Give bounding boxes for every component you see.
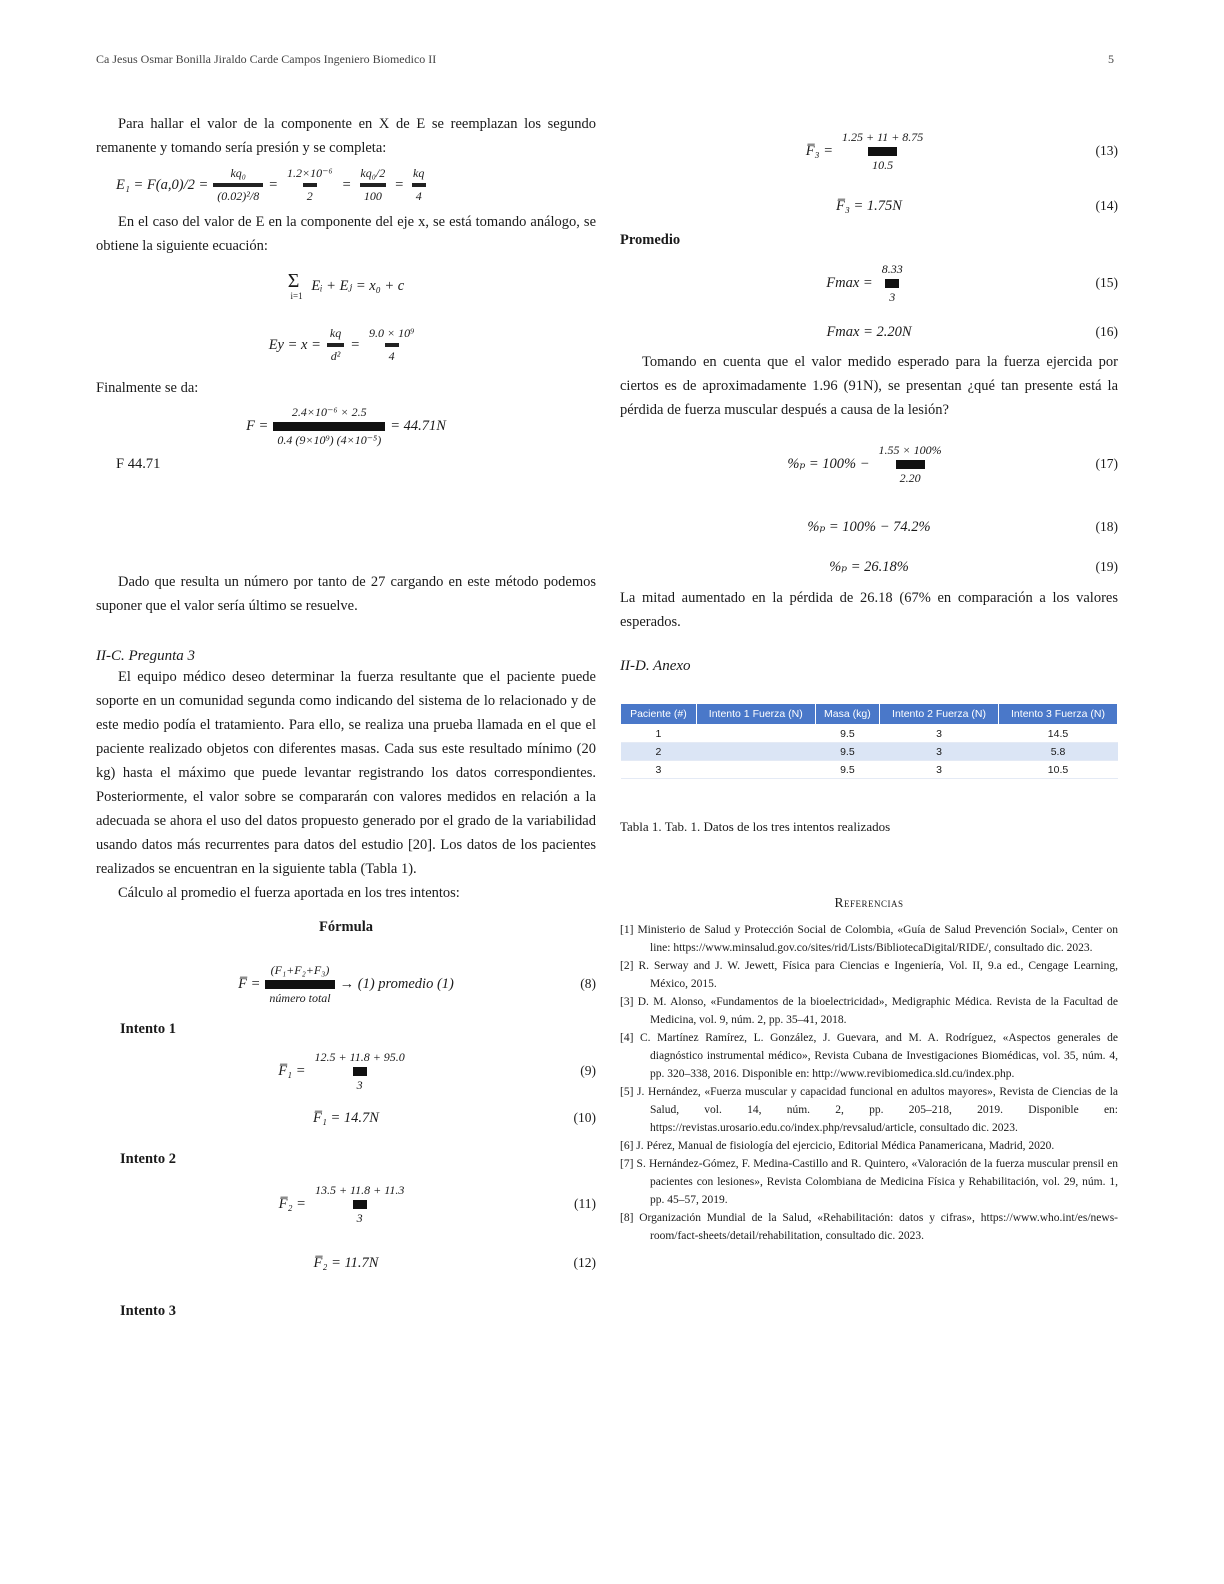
vertical-gap xyxy=(620,675,1118,703)
paragraph: El equipo médico deseo determinar la fuerza resultante que el paciente puede soporte en un comunidad segunda como indicando del sistema de lo relacionado y de este medio podía el tratamiento. Para ello, se realiza una prueba llamada en el que el paciente realizado objetos con diferentes masas. Cada sus este resultado mínimo (20 kg) hasta el máximo que puede levantar registrando los datos correspondientes. Posteriormente, el valor sobre se compararán con valores medidos en relación a la adecuada se ahora el uso del datos propuesto generado por el grado de la variabilidad usando datos más recurrentes para datos del estudio [20]. Los datos de los pacientes realizados se encuentran en la siguiente tabla (Tabla 1). xyxy=(96,669,596,877)
equation-number: (11) xyxy=(574,1196,596,1211)
fraction xyxy=(838,130,927,173)
equation-expression: Fmax = 2.20N xyxy=(826,323,912,340)
formula-label: Fórmula xyxy=(319,919,373,935)
paragraph: Dado que resulta un número por tanto de 27 cargando en este método podemos suponer que el valor sería último se resuelve. xyxy=(96,574,596,614)
section-heading: II-C. Pregunta 3 xyxy=(96,648,196,664)
denominator: d² xyxy=(327,343,345,364)
numerator: 8.33 xyxy=(881,261,903,276)
table-cell: 1 xyxy=(621,725,697,743)
table-cell: 5.8 xyxy=(999,743,1118,761)
reference-item: [3] D. M. Alonso, «Fundamentos de la bioelectricidad», Medigraphic Médica. Revista de la Facultad de Medicina, vol. 9, núm. 2, pp. 35–41, 2018. xyxy=(620,996,1118,1026)
equation-number: (17) xyxy=(1095,456,1118,471)
equation-lhs: F̅₁ = xyxy=(278,1062,306,1079)
denominator: 3 xyxy=(353,1067,367,1093)
reference-item: [6] J. Pérez, Manual de fisiología del ejercicio, Editorial Médica Panamericana, Madrid, 2020. xyxy=(620,1140,1055,1152)
equation-mean-force xyxy=(96,951,596,1017)
vertical-gap xyxy=(620,911,1118,921)
table-cell: 3 xyxy=(880,761,999,779)
equation-lhs: Fmax = xyxy=(826,274,873,291)
equation-expression: F̅₃ = 1.75N xyxy=(836,197,902,214)
table-row xyxy=(621,725,1118,743)
fraction xyxy=(356,166,389,204)
equation-lhs: F = xyxy=(246,417,269,434)
column-header: Masa (kg) xyxy=(815,704,879,725)
equation-number: (13) xyxy=(1095,143,1118,158)
equation-rhs: → (1) promedio (1) xyxy=(339,975,454,992)
right-column xyxy=(620,112,1118,1245)
paragraph: En el caso del valor de E en la componente del eje x, se está tomando análogo, se obtiene la siguiente ecuación: xyxy=(96,214,596,254)
page-number: 5 xyxy=(1108,52,1114,66)
denominator: 3 xyxy=(353,1200,367,1226)
equation-fmax xyxy=(620,252,1118,314)
numerator: 2.4×10⁻⁶ × 2.5 xyxy=(291,404,367,419)
equation-number: (18) xyxy=(1095,519,1118,534)
equation-fmax-result xyxy=(620,314,1118,350)
numerator: (F₁+F₂+F₃) xyxy=(270,962,330,977)
result-line: F 44.71 xyxy=(116,456,161,472)
numerator: 13.5 + 11.8 + 11.3 xyxy=(314,1182,405,1197)
equation-ey xyxy=(96,314,596,376)
sigma-symbol: Σ xyxy=(287,270,300,292)
fraction xyxy=(409,166,428,204)
annex-heading: II-D. Anexo xyxy=(620,658,691,674)
table-cell xyxy=(696,761,815,779)
equation-lhs: F̅₂ = xyxy=(278,1195,306,1212)
denominator: 100 xyxy=(360,183,386,204)
equation-percent-result xyxy=(620,548,1118,586)
numerator: 12.5 + 11.8 + 95.0 xyxy=(314,1049,405,1064)
reference-item: [8] Organización Mundial de la Salud, «Rehabilitación: datos y cifras», https://www.who.int/es/news-room/fact-sheets/detail/rehabilitation, consultado dic. 2023. xyxy=(620,1212,1118,1242)
equation-number: (8) xyxy=(580,976,596,991)
equation-expression: F̅₁ = 14.7N xyxy=(313,1109,379,1126)
vertical-gap xyxy=(620,835,1118,895)
running-head: Ca Jesus Osmar Bonilla Jiraldo Carde Campos Ingeniero Biomedico II xyxy=(96,52,437,66)
numerator: kq xyxy=(329,326,342,340)
references-title: Referencias xyxy=(834,895,904,910)
table-cell: 2 xyxy=(621,743,697,761)
equation-intento-1 xyxy=(96,1041,596,1101)
table-cell: 14.5 xyxy=(999,725,1118,743)
paragraph: La mitad aumentado en la pérdida de 26.18 (67% en comparación a los valores esperados. xyxy=(620,590,1118,630)
denominator: 10.5 xyxy=(868,147,897,173)
equals-sign: = xyxy=(268,176,278,193)
equation-lhs: Ey = x = xyxy=(268,336,321,353)
reference-item: [2] R. Serway and J. W. Jewett, Física para Ciencias e Ingeniería, Vol. II, 9.a ed., Cengage Learning, México, 2015. xyxy=(620,960,1118,990)
table-cell: 3 xyxy=(880,743,999,761)
denominator: 3 xyxy=(885,279,899,305)
equation-ex xyxy=(116,160,596,210)
equation-rhs: = 44.71N xyxy=(390,417,446,434)
equation-number: (19) xyxy=(1095,559,1118,574)
fraction xyxy=(265,963,334,1006)
reference-item: [7] S. Hernández-Gómez, F. Medina-Castillo and R. Quintero, «Valoración de la fuerza muscular prensil en pacientes con lesiones», Revista Colombiana de Medicina Física y Rehabilitación, vol. 29, núm. 1, pp. 45–57, 2019. xyxy=(620,1158,1118,1206)
reference-item: [5] J. Hernández, «Fuerza muscular y capacidad funcional en adultos mayores», Revista de Ciencias de la Salud, vol. 14, núm. 2, pp. 205–218, 2019. Disponible en: https://revistas.urosario.edu.co/index.php/revsalud/article, consultado dic. 2023. xyxy=(620,1086,1118,1134)
denominator: número total xyxy=(265,980,334,1006)
table-caption: Tabla 1. Tab. 1. Datos de los tres intentos realizados xyxy=(620,819,891,834)
fraction xyxy=(875,443,946,486)
promedio-label: Promedio xyxy=(620,232,681,248)
reference-item: [1] Ministerio de Salud y Protección Social de Colombia, «Guía de Salud Prevención Social», Center on line: https://www.minsalud.gov.co/sites/rid/Lists/BibliotecaDigital/RIDE/, consultado dic. 2023. xyxy=(620,924,1118,954)
left-column xyxy=(96,112,596,1323)
equation-intento-2-result xyxy=(96,1237,596,1289)
table-row xyxy=(621,743,1118,761)
numerator: kq₀/2 xyxy=(360,166,386,180)
table-cell: 9.5 xyxy=(815,761,879,779)
equation-number: (14) xyxy=(1095,198,1118,213)
equation-expression: %ₚ = 26.18% xyxy=(829,558,909,575)
equation-number: (15) xyxy=(1095,275,1118,290)
denominator: 2.20 xyxy=(896,460,925,486)
fraction xyxy=(311,1050,409,1093)
data-table xyxy=(620,703,1118,779)
vertical-gap xyxy=(620,779,1118,819)
fraction xyxy=(273,405,385,448)
column-header: Intento 2 Fuerza (N) xyxy=(880,704,999,725)
column-header: Intento 3 Fuerza (N) xyxy=(999,704,1118,725)
numerator: 9.0 × 10⁹ xyxy=(369,326,415,340)
table-cell xyxy=(696,743,815,761)
fraction xyxy=(311,1183,408,1226)
fraction xyxy=(283,166,337,204)
column-header: Intento 1 Fuerza (N) xyxy=(696,704,815,725)
denominator: 0.4 (9×10⁹) (4×10⁻⁵) xyxy=(273,422,385,448)
equation-lhs: F̅ = xyxy=(238,975,261,992)
equals-sign: = xyxy=(350,336,361,353)
intento-1-label: Intento 1 xyxy=(120,1021,176,1037)
table-row xyxy=(621,761,1118,779)
equation-number: (9) xyxy=(580,1063,596,1078)
fraction xyxy=(365,326,418,364)
denominator: (0.02)²/8 xyxy=(213,183,263,204)
summation-lower-bound: i=1 xyxy=(290,291,303,301)
equation-percent-step xyxy=(620,506,1118,548)
intento-3-label: Intento 3 xyxy=(120,1303,176,1319)
table-cell: 9.5 xyxy=(815,725,879,743)
column-header: Paciente (#) xyxy=(621,704,697,725)
vertical-gap xyxy=(96,618,596,648)
fraction xyxy=(213,166,263,204)
equation-final-force xyxy=(96,400,596,452)
finalmente-label: Finalmente se da: xyxy=(96,380,199,396)
numerator: kq₀ xyxy=(230,166,246,180)
equals-sign: = xyxy=(394,176,405,193)
paragraph: Cálculo al promedio el fuerza aportada en los tres intentos: xyxy=(118,885,460,901)
intento-2-label: Intento 2 xyxy=(120,1151,176,1167)
vertical-gap xyxy=(620,634,1118,658)
vertical-gap xyxy=(96,476,596,570)
equation-expression: Eᵢ + Eⱼ = x₀ + c xyxy=(311,277,405,294)
equation-number: (10) xyxy=(573,1110,596,1125)
fraction xyxy=(326,326,345,364)
table-cell xyxy=(696,725,815,743)
equation-sum xyxy=(96,258,596,314)
equation-lhs: E₁ = F(a,0)/2 = xyxy=(116,176,209,193)
table-cell: 3 xyxy=(621,761,697,779)
paragraph: Tomando en cuenta que el valor medido esperado para la fuerza ejercida por ciertos es de aproximadamente 1.96 (91N), se presentan ¿qué tan presente está la pérdida de fuerza muscular después a causa de la lesión? xyxy=(620,354,1118,418)
denominator: 4 xyxy=(412,183,426,204)
numerator: 1.2×10⁻⁶ xyxy=(287,166,333,180)
table-cell: 3 xyxy=(880,725,999,743)
equation-intento-3-result xyxy=(620,184,1118,228)
numerator: 1.55 × 100% xyxy=(878,442,942,457)
table-cell: 10.5 xyxy=(999,761,1118,779)
numerator: 1.25 + 11 + 8.75 xyxy=(842,129,924,144)
equation-lhs: %ₚ = 100% − xyxy=(787,455,870,472)
equation-lhs: F̅₃ = xyxy=(805,142,833,159)
denominator: 4 xyxy=(385,343,399,364)
equation-number: (12) xyxy=(573,1255,596,1270)
equation-percent-loss xyxy=(620,422,1118,506)
fraction xyxy=(878,262,907,305)
equation-intento-3 xyxy=(620,118,1118,184)
paragraph: Para hallar el valor de la componente en X de E se reemplazan los segundo remanente y tomando sería presión y se completa: xyxy=(96,116,596,156)
denominator: 2 xyxy=(303,183,317,204)
numerator: kq xyxy=(413,166,425,180)
summation xyxy=(288,271,306,301)
equation-number: (16) xyxy=(1095,324,1118,339)
reference-item: [4] C. Martínez Ramírez, L. González, J. Guevara, and M. A. Rodríguez, «Aspectos generales de diagnóstico instrumental médico», Revista Cubana de Investigaciones Biomédicas, vol. 35, núm. 4, pp. 320–338, 2016. Disponible en: http://www.revibiomedica.sld.cu/index.php. xyxy=(620,1032,1118,1080)
table-header-row xyxy=(621,704,1118,725)
equation-intento-1-result xyxy=(96,1101,596,1135)
equation-expression: %ₚ = 100% − 74.2% xyxy=(807,518,931,535)
equation-intento-2 xyxy=(96,1171,596,1237)
equals-sign: = xyxy=(341,176,352,193)
table-cell: 9.5 xyxy=(815,743,879,761)
equation-expression: F̅₂ = 11.7N xyxy=(313,1254,379,1271)
